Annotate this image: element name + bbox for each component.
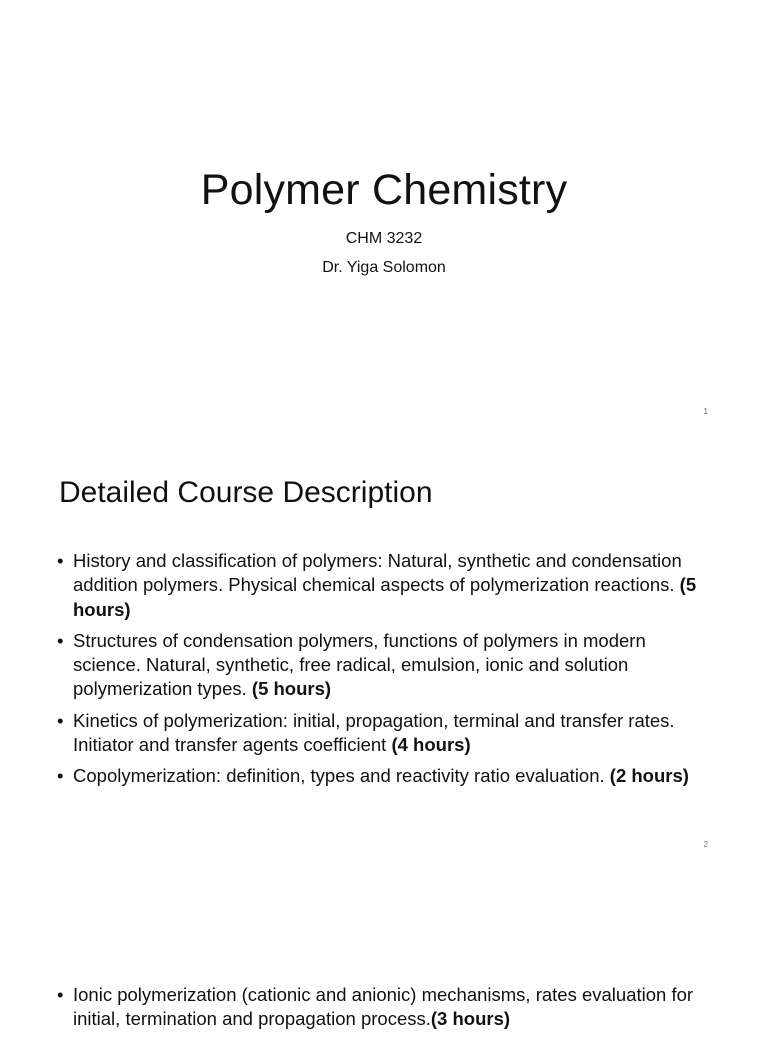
- bullet-icon: •: [57, 765, 64, 787]
- list-item: [57, 549, 717, 622]
- bullet-icon: •: [57, 984, 64, 1005]
- list-item: [57, 629, 717, 702]
- topic-hours: (5 hours): [73, 574, 697, 620]
- topic-hours: (3 hours): [430, 1008, 511, 1030]
- course-topics-list: [57, 983, 717, 1039]
- topic-text: Ionic polymerization (cationic and anionic) mechanisms, rates evaluation for initial, termination and propagation process.: [73, 984, 694, 1030]
- slide-title: Polymer Chemistry: [200, 166, 568, 214]
- slide-1: [0, 0, 768, 430]
- course-topics-list: [57, 549, 717, 796]
- topic-hours: (2 hours): [609, 765, 689, 787]
- topic-text: Copolymerization: definition, types and reactivity ratio evaluation.: [73, 765, 610, 787]
- bullet-icon: •: [57, 550, 64, 571]
- list-item: [57, 709, 717, 758]
- topic-hours: (4 hours): [391, 734, 471, 756]
- list-item: [57, 764, 717, 788]
- bullet-icon: •: [57, 629, 64, 651]
- page-number: 2: [703, 840, 708, 849]
- instructor-name: Dr. Yiga Solomon: [322, 259, 446, 276]
- topic-text: Kinetics of polymerization: initial, propagation, terminal and transfer rates. Initiator and transfer agents coefficient: [73, 709, 675, 756]
- course-code: CHM 3232: [345, 230, 423, 247]
- bullet-icon: •: [57, 709, 64, 731]
- page-number: 1: [703, 407, 708, 416]
- topic-hours: (5 hours): [251, 678, 332, 700]
- list-item: [57, 983, 717, 1032]
- slide-3: [0, 866, 768, 1030]
- section-title: Detailed Course Description: [59, 476, 433, 509]
- topic-text: History and classification of polymers: Natural, synthetic and condensation addition polymers. Physical chemical aspects of polymerization reactions.: [73, 550, 682, 596]
- topic-text: Structures of condensation polymers, functions of polymers in modern science. Natural, synthetic, free radical, emulsion, ionic and solution polymerization types.: [73, 629, 646, 700]
- slide-2: [0, 432, 768, 864]
